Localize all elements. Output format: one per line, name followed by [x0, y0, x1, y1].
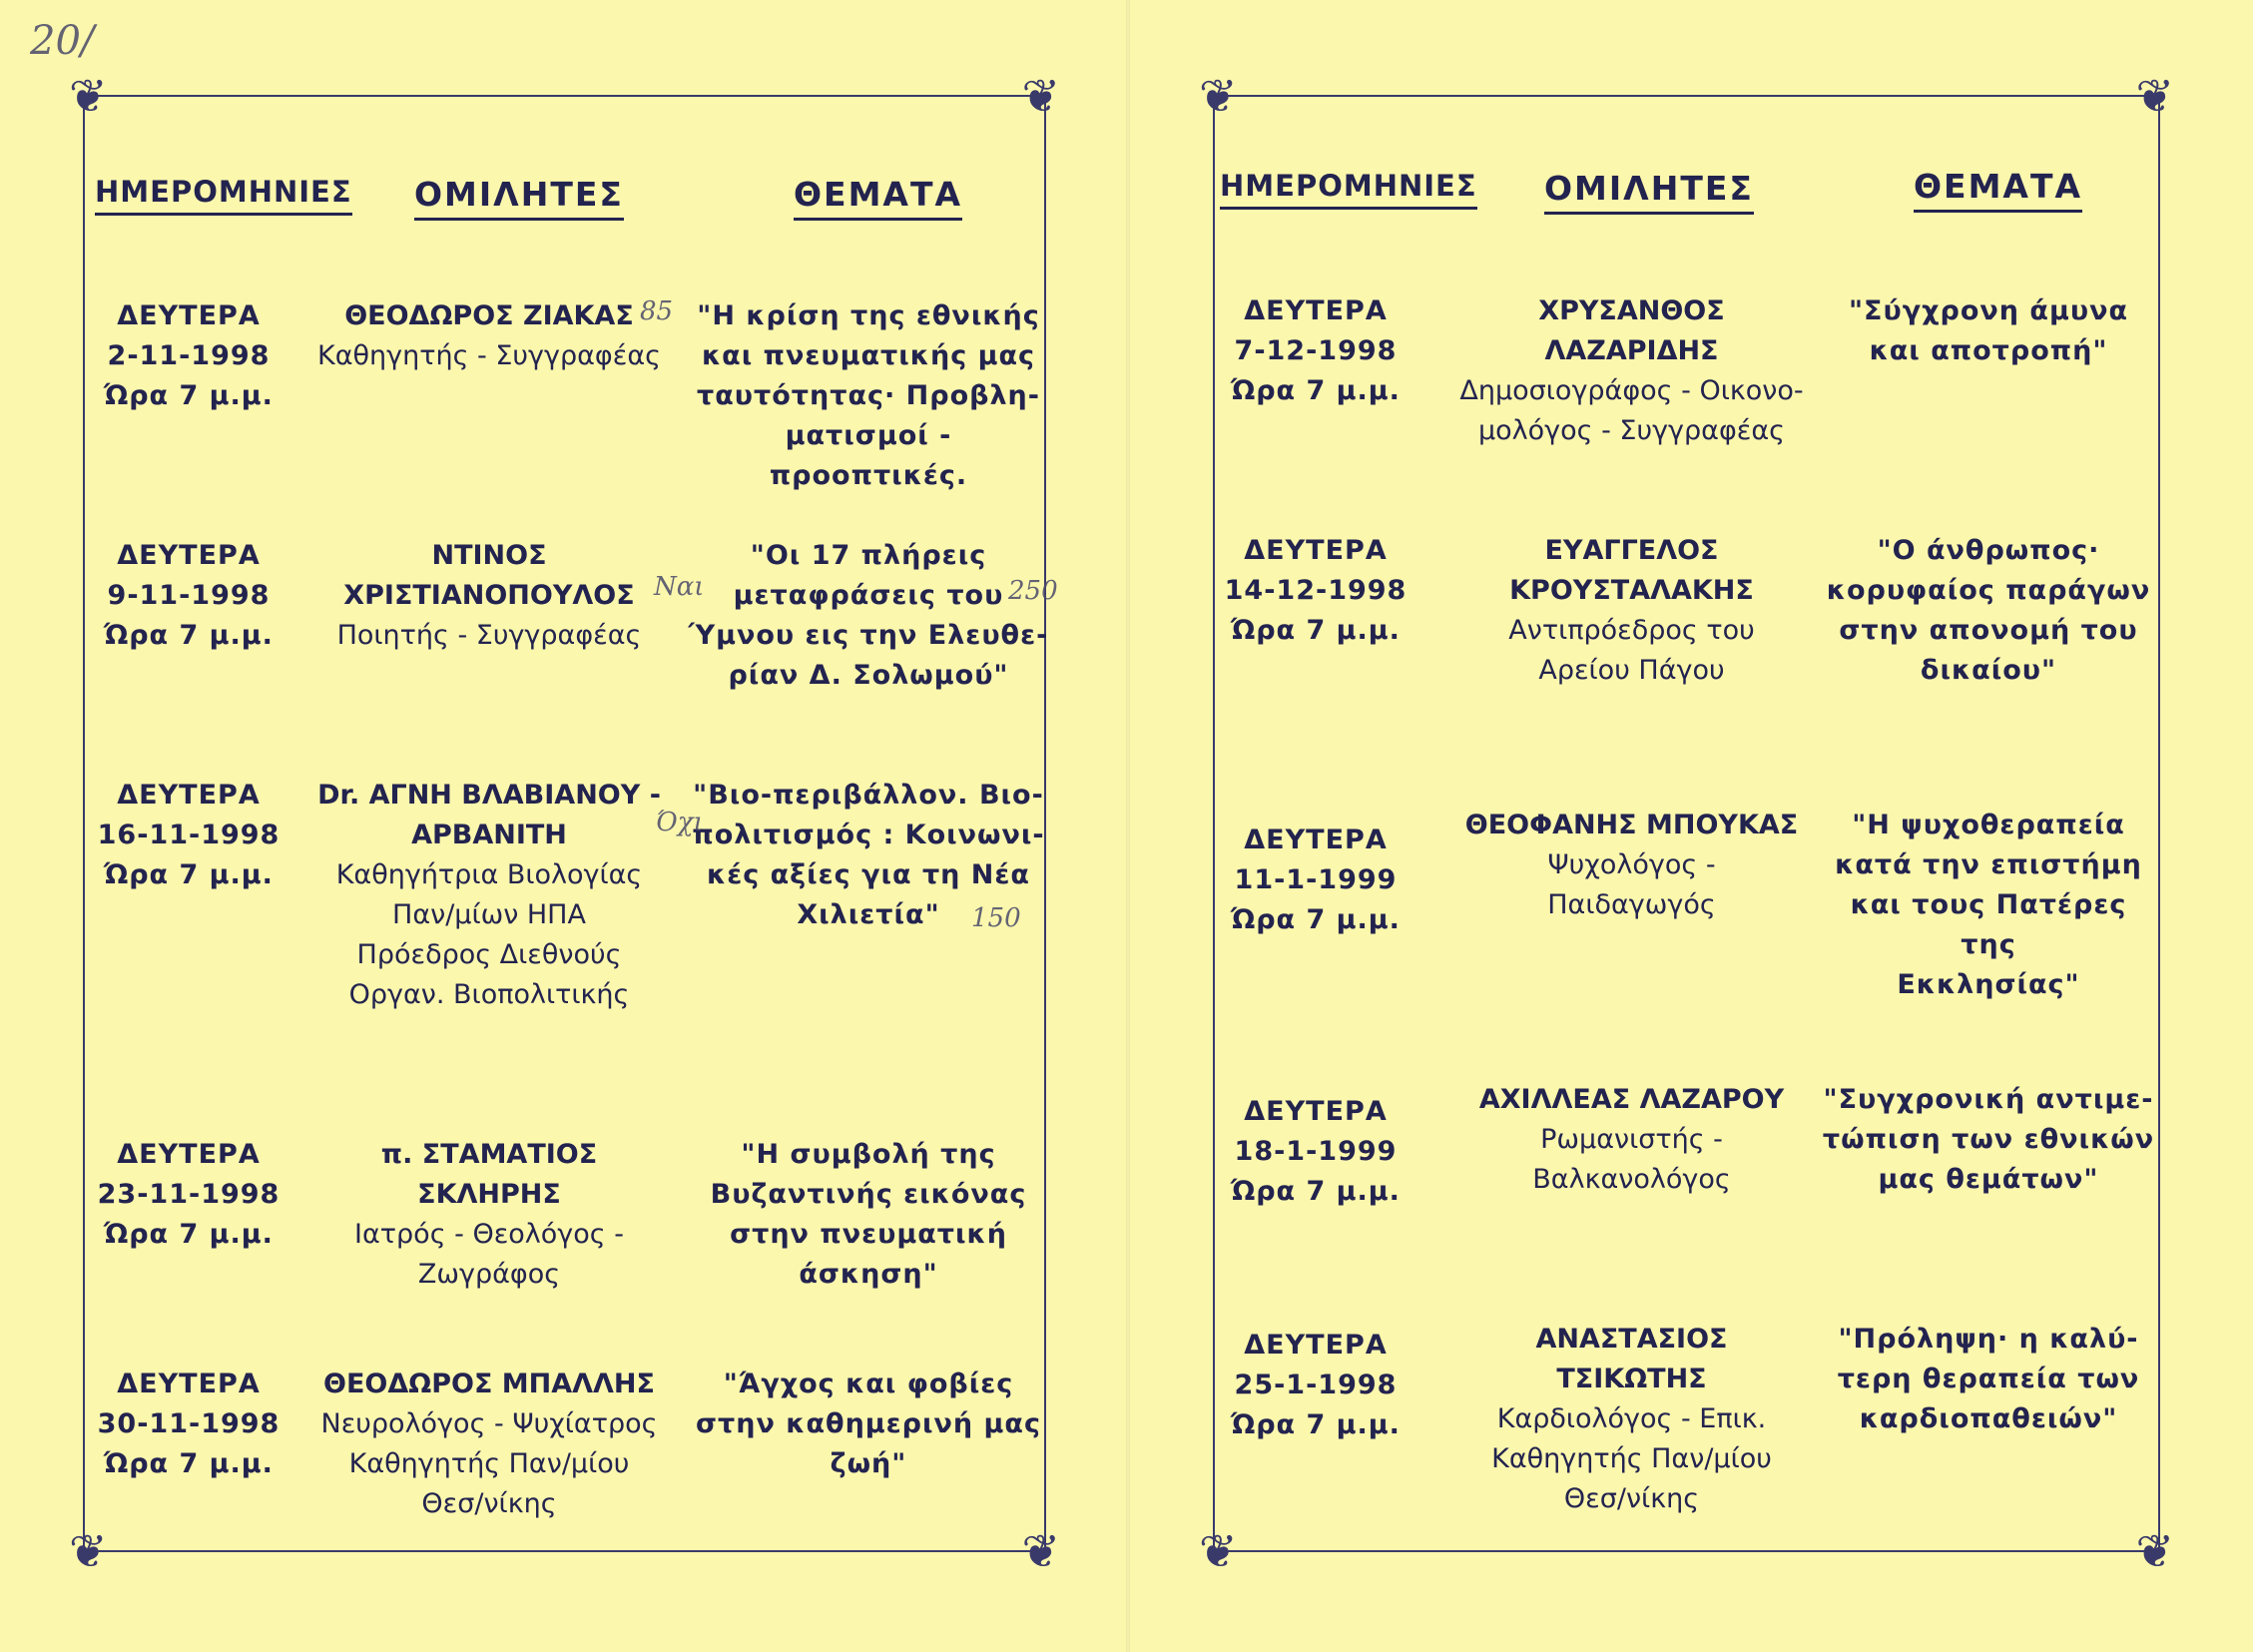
day-label: ΔΕΥΤΕΡΑ: [1244, 1330, 1388, 1361]
speaker-name: ΑΧΙΛΛΕΑΣ ΛΑΖΑΡΟΥ: [1478, 1084, 1785, 1115]
date-cell: [1212, 291, 1419, 411]
speaker-description: Ποιητής - Συγγραφέας: [336, 620, 642, 651]
topic-cell: "Η συμβολή της Βυζαντινής εικόνας στην πνευματική άσκηση": [710, 1139, 1027, 1290]
day-label: ΔΕΥΤΕΡΑ: [1244, 295, 1388, 326]
topic-cell: "Συγχρονική αντιμε- τώπιση των εθνικών μας θεμάτων": [1822, 1084, 2155, 1195]
speaker-name: ΧΡΥΣΑΝΘΟΣ ΛΑΖΑΡΙΔΗΣ: [1538, 295, 1725, 366]
time-label: Ώρα 7 μ.μ.: [104, 620, 274, 651]
speaker-name: π. ΣΤΑΜΑΤΙΟΣ ΣΚΛΗΡΗΣ: [380, 1139, 598, 1210]
date-label: 16-11-1998: [97, 820, 281, 850]
date-label: 14-12-1998: [1224, 575, 1408, 606]
left-program-panel: [69, 69, 1060, 1578]
speaker-name: Dr. ΑΓΝΗ ΒΛΑΒΙΑΝΟΥ - ΑΡΒΑΝΙΤΗ: [317, 780, 661, 850]
speaker-cell: [314, 776, 664, 1015]
day-label: ΔΕΥΤΕΡΑ: [1244, 1096, 1388, 1127]
speaker-cell: [1459, 1080, 1804, 1200]
page-fold: [1126, 0, 1130, 1652]
ornament-icon: ❦: [1199, 1524, 1238, 1578]
header-topics: ΘΕΜΑΤΑ: [1914, 167, 2082, 213]
handwritten-note: 250: [1008, 576, 1058, 606]
time-label: Ώρα 7 μ.μ.: [1231, 1409, 1401, 1440]
speaker-name: ΘΕΟΔΩΡΟΣ ΖΙΑΚΑΣ: [344, 300, 634, 331]
date-label: 9-11-1998: [107, 580, 271, 611]
date-label: 7-12-1998: [1234, 335, 1398, 366]
day-label: ΔΕΥΤΕΡΑ: [117, 1369, 261, 1399]
topic-cell: "Οι 17 πλήρεις μεταφράσεις του Ύμνου εις την Ελευθε- ρίαν Δ. Σολωμού": [688, 540, 1049, 691]
date-cell: [1212, 1326, 1419, 1445]
speaker-description: Αντιπρόεδρος του Αρείου Πάγου: [1508, 615, 1755, 686]
right-program-panel: [1199, 69, 2174, 1578]
speaker-cell: [314, 536, 664, 656]
day-label: ΔΕΥΤΕΡΑ: [117, 300, 261, 331]
speaker-name: ΕΥΑΓΓΕΛΟΣ ΚΡΟΥΣΤΑΛΑΚΗΣ: [1509, 535, 1754, 606]
date-label: 25-1-1998: [1234, 1370, 1398, 1400]
speaker-description: Ψυχολόγος - Παιδαγωγός: [1547, 849, 1716, 920]
speaker-description: Καρδιολόγος - Επικ. Καθηγητής Παν/μίου Θεσ/νίκης: [1491, 1403, 1772, 1514]
speaker-name: ΝΤΙΝΟΣ ΧΡΙΣΤΙΑΝΟΠΟΥΛΟΣ: [343, 540, 635, 611]
ornament-icon: ❦: [1199, 69, 1238, 123]
speaker-description: Ρωμανιστής - Βαλκανολόγος: [1532, 1124, 1731, 1195]
handwritten-note: Όχι: [656, 808, 704, 837]
speaker-cell: [1459, 291, 1804, 451]
ornament-icon: ❦: [1021, 69, 1060, 123]
date-label: 30-11-1998: [97, 1408, 281, 1439]
date-cell: [85, 296, 292, 416]
topic-cell: "Η κρίση της εθνικής και πνευματικής μας ταυτότητας· Προβλη- ματισμοί - προοπτικές.: [696, 300, 1040, 491]
speaker-description: Καθηγήτρια Βιολογίας Παν/μίων ΗΠΑ Πρόεδρος Διεθνούς Οργαν. Βιοπολιτικής: [335, 859, 643, 1010]
time-label: Ώρα 7 μ.μ.: [104, 380, 274, 411]
date-cell: [1212, 821, 1419, 940]
ornament-icon: ❦: [2135, 1524, 2174, 1578]
date-label: 11-1-1999: [1234, 864, 1398, 895]
speaker-name: ΘΕΟΔΩΡΟΣ ΜΠΑΛΛΗΣ: [323, 1369, 655, 1399]
speaker-cell: [314, 1365, 664, 1524]
date-label: 23-11-1998: [97, 1179, 281, 1210]
ornament-icon: ❦: [69, 1524, 108, 1578]
day-label: ΔΕΥΤΕΡΑ: [117, 1139, 261, 1170]
date-cell: [1212, 1092, 1419, 1212]
speaker-description: Νευρολόγος - Ψυχίατρος Καθηγητής Παν/μίου Θεσ/νίκης: [320, 1408, 658, 1519]
ornament-icon: ❦: [69, 69, 108, 123]
handwritten-note: Ναι: [654, 572, 705, 602]
header-dates: ΗΜΕΡΟΜΗΝΙΕΣ: [95, 175, 352, 216]
ornament-icon: ❦: [2135, 69, 2174, 123]
speaker-name: ΑΝΑΣΤΑΣΙΟΣ ΤΣΙΚΩΤΗΣ: [1535, 1324, 1728, 1394]
time-label: Ώρα 7 μ.μ.: [1231, 375, 1401, 406]
header-speakers: ΟΜΙΛΗΤΕΣ: [1544, 169, 1754, 215]
handwritten-page-number: 20/: [30, 18, 95, 64]
time-label: Ώρα 7 μ.μ.: [104, 859, 274, 890]
topic-cell: "Σύγχρονη άμυνα και αποτροπή": [1848, 295, 2129, 366]
topic-cell: "Πρόληψη· η καλύ- τερη θεραπεία των καρδιοπαθειών": [1837, 1324, 2140, 1434]
topic-cell: "Ο άνθρωπος· κορυφαίος παράγων στην απονομή του δικαίου": [1826, 535, 2151, 686]
day-label: ΔΕΥΤΕΡΑ: [117, 540, 261, 571]
speaker-description: Καθηγητής - Συγγραφέας: [317, 340, 661, 371]
day-label: ΔΕΥΤΕΡΑ: [117, 780, 261, 811]
day-label: ΔΕΥΤΕΡΑ: [1244, 825, 1388, 855]
date-cell: [1212, 531, 1419, 651]
date-cell: [85, 1135, 292, 1255]
date-cell: [85, 776, 292, 895]
speaker-description: Δημοσιογράφος - Οικονο- μολόγος - Συγγραφέας: [1459, 375, 1804, 446]
topic-cell: "Άγχος και φοβίες στην καθημερινή μας ζωή": [696, 1369, 1041, 1479]
header-speakers: ΟΜΙΛΗΤΕΣ: [414, 175, 624, 221]
speaker-name: ΘΕΟΦΑΝΗΣ ΜΠΟΥΚΑΣ: [1464, 810, 1799, 840]
topic-cell: "Βιο-περιβάλλον. Βιο- πολιτισμός : Κοινωνι- κές αξίες για τη Νέα Χιλιετία": [692, 780, 1045, 930]
topic-cell: "Η ψυχοθεραπεία κατά την επιστήμη και τους Πατέρες της Εκκλησίας": [1835, 810, 2142, 1000]
speaker-cell: [1459, 1320, 1804, 1519]
speaker-cell: [1459, 806, 1804, 925]
date-label: 2-11-1998: [107, 340, 271, 371]
time-label: Ώρα 7 μ.μ.: [104, 1448, 274, 1479]
speaker-cell: [1459, 531, 1804, 691]
speaker-cell: [314, 296, 664, 376]
time-label: Ώρα 7 μ.μ.: [104, 1219, 274, 1250]
time-label: Ώρα 7 μ.μ.: [1231, 615, 1401, 646]
day-label: ΔΕΥΤΕΡΑ: [1244, 535, 1388, 566]
time-label: Ώρα 7 μ.μ.: [1231, 904, 1401, 935]
handwritten-note: 150: [971, 903, 1021, 933]
header-topics: ΘΕΜΑΤΑ: [794, 175, 962, 221]
date-label: 18-1-1999: [1234, 1136, 1398, 1167]
date-cell: [85, 536, 292, 656]
ornament-icon: ❦: [1021, 1524, 1060, 1578]
speaker-description: Ιατρός - Θεολόγος - Ζωγράφος: [354, 1219, 624, 1290]
header-dates: ΗΜΕΡΟΜΗΝΙΕΣ: [1220, 169, 1477, 210]
time-label: Ώρα 7 μ.μ.: [1231, 1176, 1401, 1207]
date-cell: [85, 1365, 292, 1484]
speaker-cell: [314, 1135, 664, 1295]
handwritten-note: 85: [640, 296, 674, 326]
